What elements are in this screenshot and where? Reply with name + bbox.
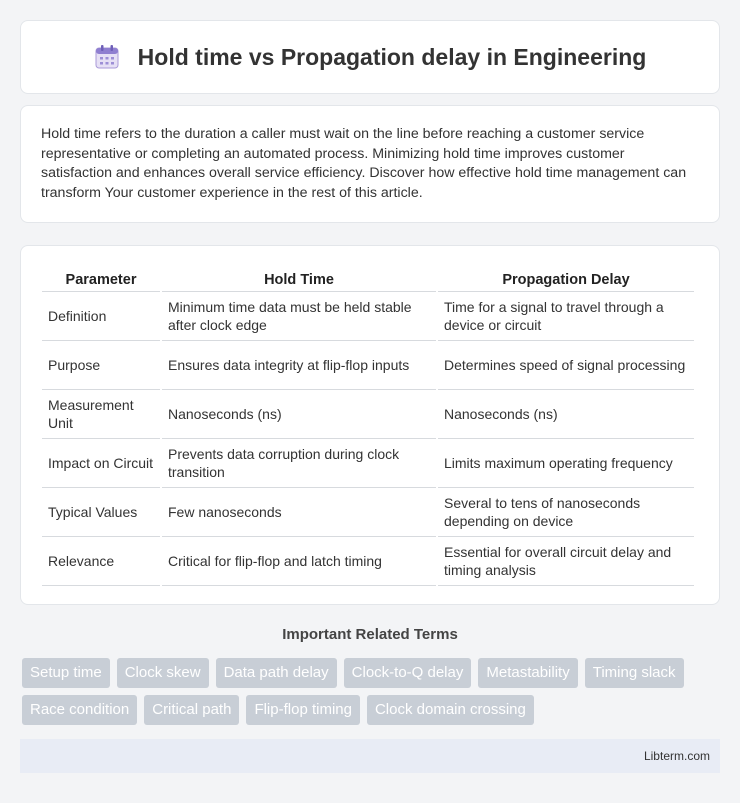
table-cell: Minimum time data must be held stable after clock edge	[162, 292, 436, 341]
table-cell: Typical Values	[42, 488, 160, 537]
table-cell: Nanoseconds (ns)	[438, 390, 694, 439]
table-cell: Definition	[42, 292, 160, 341]
related-term-tag[interactable]: Clock domain crossing	[367, 695, 534, 725]
table-cell: Prevents data corruption during clock transition	[162, 439, 436, 488]
table-row	[42, 488, 694, 537]
intro-card	[20, 105, 720, 223]
related-term-tag[interactable]: Data path delay	[216, 658, 337, 688]
table-cell: Nanoseconds (ns)	[162, 390, 436, 439]
table-cell: Impact on Circuit	[42, 439, 160, 488]
related-term-tag[interactable]: Setup time	[22, 658, 110, 688]
table-cell: Essential for overall circuit delay and timing analysis	[438, 537, 694, 586]
table-row	[42, 341, 694, 390]
related-term-tag[interactable]: Metastability	[478, 658, 577, 688]
comparison-table-card	[20, 245, 720, 605]
intro-text: Hold time refers to the duration a caller must wait on the line before reaching a customer service representative or completing an automated process. Minimizing hold time improves customer satisfaction and enhances overall service efficiency. Discover how effective hold time management can transform Your customer experience in the rest of this article.	[41, 126, 687, 201]
table-cell: Ensures data integrity at flip-flop inputs	[162, 341, 436, 390]
header-card	[20, 20, 720, 94]
table-row	[42, 439, 694, 488]
related-term-tag[interactable]: Critical path	[144, 695, 239, 725]
table-row	[42, 292, 694, 341]
table-cell: Critical for flip-flop and latch timing	[162, 537, 436, 586]
column-header: Hold Time	[162, 266, 436, 292]
table-cell: Measurement Unit	[42, 390, 160, 439]
column-header: Propagation Delay	[438, 266, 694, 292]
related-term-tag[interactable]: Clock skew	[117, 658, 209, 688]
table-row	[42, 537, 694, 586]
table-header-row	[42, 266, 694, 292]
footer	[20, 739, 720, 773]
related-term-tag[interactable]: Clock-to-Q delay	[344, 658, 472, 688]
related-terms-row-1	[22, 658, 722, 688]
related-term-tag[interactable]: Race condition	[22, 695, 137, 725]
table-cell: Limits maximum operating frequency	[438, 439, 694, 488]
related-term-tag[interactable]: Timing slack	[585, 658, 684, 688]
table-cell: Relevance	[42, 537, 160, 586]
table-cell: Time for a signal to travel through a device or circuit	[438, 292, 694, 341]
table-row	[42, 390, 694, 439]
table-cell: Several to tens of nanoseconds depending on device	[438, 488, 694, 537]
related-term-tag[interactable]: Flip-flop timing	[246, 695, 360, 725]
calendar-icon	[94, 44, 120, 70]
related-terms-row-2	[22, 695, 722, 725]
table-cell: Determines speed of signal processing	[438, 341, 694, 390]
page-title: Hold time vs Propagation delay in Engineering	[137, 43, 647, 70]
comparison-table	[40, 266, 696, 586]
column-header: Parameter	[42, 266, 160, 292]
footer-site-link[interactable]: Libterm.com	[643, 749, 710, 763]
related-terms-title: Important Related Terms	[282, 626, 458, 643]
table-cell: Purpose	[42, 341, 160, 390]
table-cell: Few nanoseconds	[162, 488, 436, 537]
